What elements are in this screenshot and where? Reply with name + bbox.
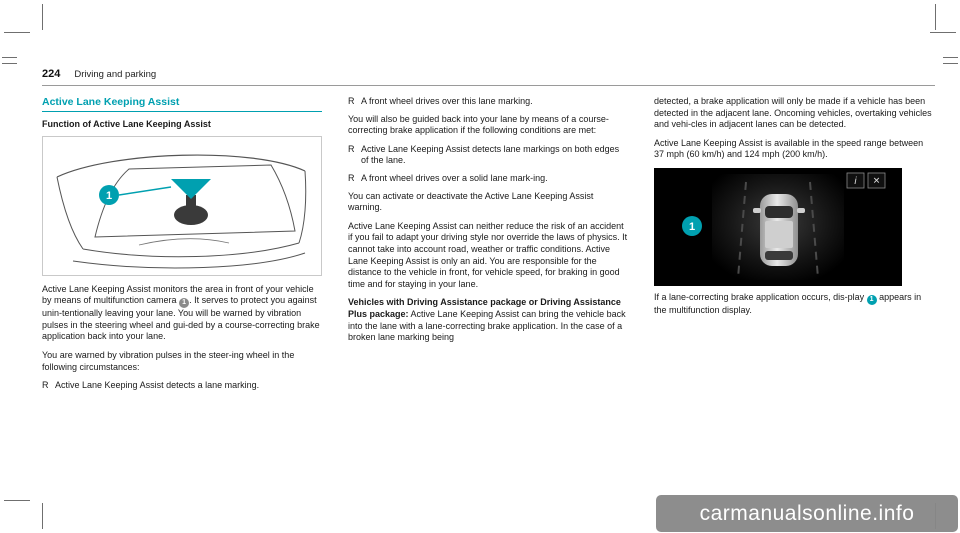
page-header [42,68,935,86]
bullet-item: R A front wheel drives over a solid lane mark-ing. [348,172,548,183]
bullet-marker: R [348,143,355,154]
heading-active-lane-keeping-assist: Active Lane Keeping Assist [42,96,322,112]
bullet-item: R Active Lane Keeping Assist detects lane markings on both edges of the lane. [348,143,620,166]
bullet-marker: R [348,96,355,106]
body-paragraph: Active Lane Keeping Assist is available in the speed range between 37 mph (60 km/h) and 124 mph (200 km/h). [654,137,924,160]
section-title: Driving and parking [74,69,157,80]
crop-mark [42,503,43,529]
callout-1-label: 1 [105,189,113,202]
crop-mark [4,32,30,33]
content-columns [42,96,935,398]
info-icon-glyph: i [854,175,857,187]
column-middle [348,96,628,398]
figure-caption: If a lane-correcting brake application occurs, dis-play 1 appears in the multifunction display. [654,291,922,315]
bullet-item: R A front wheel drives over this lane marking. [348,96,533,106]
multifunction-camera-highlight [171,179,211,199]
bullet-item: R Active Lane Keeping Assist detects a lane marking. [42,380,260,391]
body-paragraph: Vehicles with Driving Assistance package or Driving Assistance Plus package: Active Lane Keeping Assist can bring the vehicle back into the lane with a lane-correcting brake application. In the case of a broken lane marking being [348,297,626,343]
figure-windshield-camera [42,136,322,276]
crop-mark [943,63,958,64]
body-paragraph: You can activate or deactivate the Active Lane Keeping Assist warning. [348,190,594,213]
body-paragraph: detected, a brake application will only be made if a vehicle has been detected in the adjacent lane. Oncoming vehicles, overtaking vehicles and vehi-cles in adjacent lanes can be detected. [654,96,932,130]
subheading-function: Function of Active Lane Keeping Assist [42,119,211,129]
crop-mark [943,57,958,58]
crop-mark [4,500,30,501]
display-symbol-icon: 1 [867,295,877,305]
multifunction-display-illustration [654,168,902,286]
body-paragraph: You are warned by vibration pulses in the steer-ing wheel in the following circumstances: [42,349,295,372]
figure-multifunction-display [654,168,902,286]
body-paragraph: Active Lane Keeping Assist can neither reduce the risk of an accident if you fail to adapt your driving style nor override the laws of physics. It cannot take into account road, weather or traffic conditions. Active Lane Keeping Assist is only an aid. You are responsible for the distance to the vehicle in front, for vehicle speed, for braking in good time and for staying in your lane. [348,220,628,289]
bullet-marker: R [348,172,355,183]
camera-symbol-icon: 1 [179,298,189,308]
close-icon-glyph: ✕ [872,175,881,186]
column-right [654,96,934,398]
body-paragraph: You will also be guided back into your lane by means of a course-correcting brake application if the following conditions are met: [348,113,609,136]
display-callout-1-label: 1 [688,220,696,233]
crop-mark [2,63,17,64]
body-paragraph: Active Lane Keeping Assist monitors the area in front of your vehicle by means of multifunction camera 1 . It serves to protect you against unin-tentionally leaving your lane. You will be warned by vibration pulses in the steering wheel and gui-ded by a course-correcting brake application back into your lane. [42,283,320,342]
vehicle-top-view [753,194,805,266]
windshield-camera-illustration [43,137,321,275]
rearview-mirror [174,205,208,225]
page-number: 224 [42,68,61,80]
crop-mark [2,57,17,58]
crop-mark [935,4,936,30]
watermark: carmanualsonline.info [656,495,958,532]
crop-mark [930,32,956,33]
bullet-marker: R [42,380,49,391]
crop-mark [42,4,43,30]
column-left [42,96,322,398]
bold-lead-in: Vehicles with Driving Assistance package or Driving Assistance Plus package: [348,297,621,319]
